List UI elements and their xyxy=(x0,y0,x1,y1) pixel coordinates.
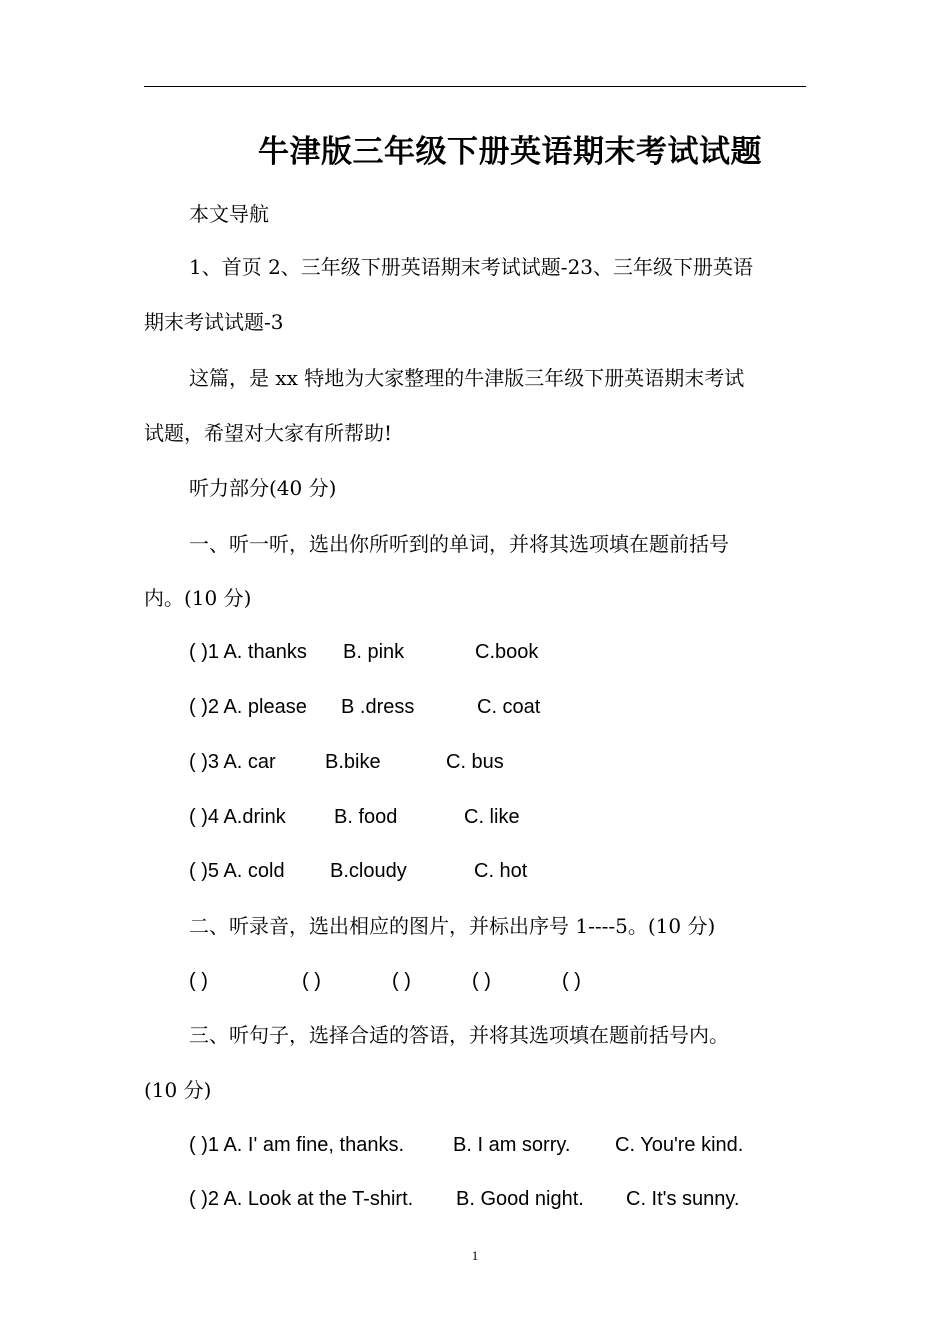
intro-line-1: 这篇，是 xx 特地为大家整理的牛津版三年级下册英语期末考试 xyxy=(189,366,745,390)
s1-item-4-b: B. food xyxy=(334,806,398,828)
page-title: 牛津版三年级下册英语期末考试试题 xyxy=(258,134,762,170)
section2-heading: 二、听录音，选出相应的图片，并标出序号 1----5。(10 分) xyxy=(189,914,716,938)
s1-item-3-c: C. bus xyxy=(446,751,504,773)
s3-item-2-b: B. Good night. xyxy=(456,1188,584,1210)
s2-blank-4: ( ) xyxy=(472,970,491,992)
s1-item-5-a: ( )5 A. cold xyxy=(189,860,285,882)
s1-item-5-b: B.cloudy xyxy=(330,860,407,882)
s1-item-4-a: ( )4 A.drink xyxy=(189,806,286,828)
s3-item-1-c: C. You're kind. xyxy=(615,1134,744,1156)
intro-line-2: 试题，希望对大家有所帮助! xyxy=(144,421,393,445)
header-rule xyxy=(144,86,806,87)
listening-heading: 听力部分(40 分) xyxy=(189,476,337,500)
s1-item-4-c: C. like xyxy=(464,806,520,828)
section3-heading-line-1: 三、听句子，选择合适的答语，并将其选项填在题前括号内。 xyxy=(189,1023,729,1047)
s1-item-5-c: C. hot xyxy=(474,860,528,882)
s3-item-1-a: ( )1 A. I' am fine, thanks. xyxy=(189,1134,405,1156)
s2-blank-1: ( ) xyxy=(189,970,208,992)
s1-item-1-a: ( )1 A. thanks xyxy=(189,641,307,663)
s1-item-2-c: C. coat xyxy=(477,696,541,718)
s1-item-1-c: C.book xyxy=(475,641,539,663)
s1-item-1-b: B. pink xyxy=(343,641,405,663)
s1-item-2-b: B .dress xyxy=(341,696,415,718)
s2-blank-3: ( ) xyxy=(392,970,411,992)
s1-item-3-b: B.bike xyxy=(325,751,381,773)
s3-item-1-b: B. I am sorry. xyxy=(453,1134,571,1156)
section1-heading-line-2: 内。(10 分) xyxy=(144,586,252,610)
s3-item-2-c: C. It's sunny. xyxy=(626,1188,740,1210)
section3-heading-line-2: (10 分) xyxy=(144,1078,212,1102)
s2-blank-5: ( ) xyxy=(562,970,581,992)
nav-heading: 本文导航 xyxy=(189,202,269,226)
nav-line-1: 1、首页 2、三年级下册英语期末考试试题-23、三年级下册英语 xyxy=(189,255,754,279)
s2-blank-2: ( ) xyxy=(302,970,321,992)
page-number: 1 xyxy=(471,1248,479,1263)
s1-item-2-a: ( )2 A. please xyxy=(189,696,307,718)
section1-heading-line-1: 一、听一听，选出你所听到的单词，并将其选项填在题前括号 xyxy=(189,532,729,556)
s3-item-2-a: ( )2 A. Look at the T-shirt. xyxy=(189,1188,414,1210)
nav-line-2: 期末考试试题-3 xyxy=(144,310,284,334)
s1-item-3-a: ( )3 A. car xyxy=(189,751,276,773)
